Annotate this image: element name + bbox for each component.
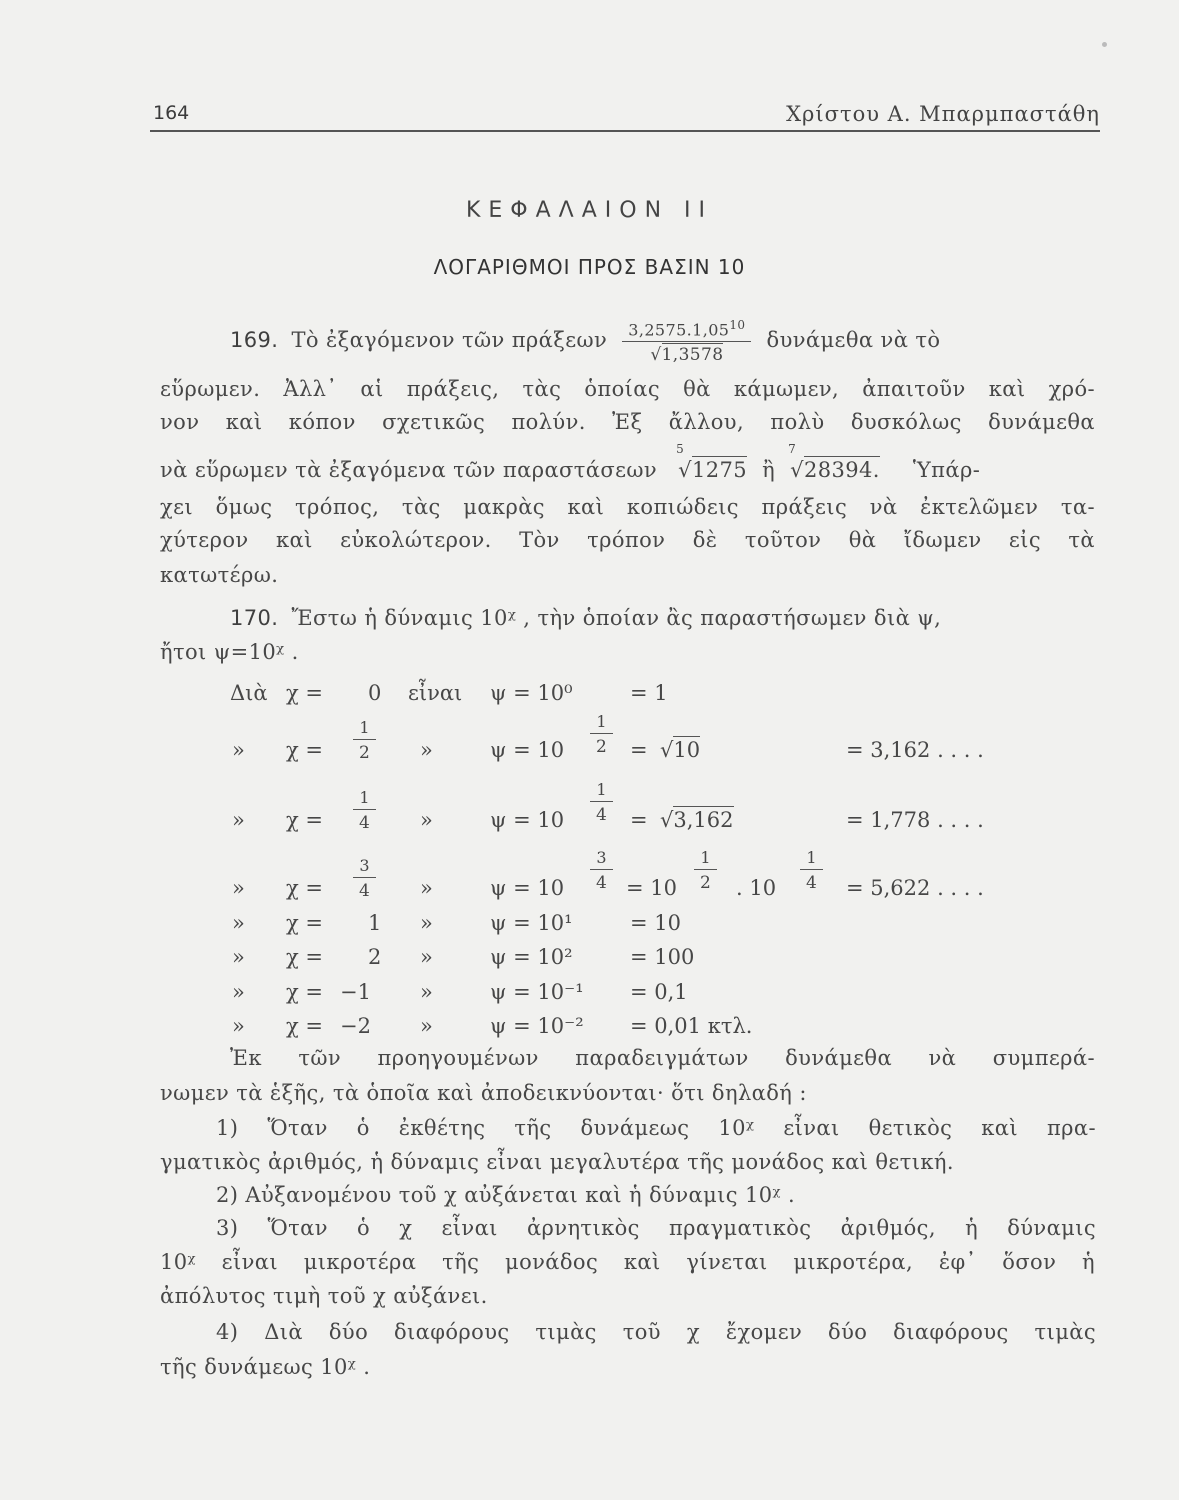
radical-28394: 7 √28394.	[788, 442, 880, 482]
row-result: = 10	[630, 911, 681, 935]
row-dot: . 10	[736, 876, 777, 900]
row-exponent-3: $\frac{1}{4}$	[800, 848, 823, 893]
row-lead: »	[232, 738, 245, 762]
row-chi: χ =	[286, 876, 323, 900]
row-value: −2	[340, 1014, 371, 1038]
row-mid: »	[420, 945, 433, 969]
row-lead: »	[232, 808, 245, 832]
para-169-line-6: χύτερον καὶ εὐκολώτερον. Τὸν τρόπον δὲ τοῦτον θὰ ἴδωμεν εἰς τὰ	[160, 528, 1095, 552]
para-169-line-2: εὕρωμεν. Ἀλλ᾽ αἱ πράξεις, τὰς ὁποίας θὰ κάμωμεν, ἀπαιτοῦν καὶ χρό-	[160, 377, 1095, 401]
row-chi: χ =	[286, 681, 323, 705]
row-psi: ψ = 10⁻²	[490, 1014, 584, 1038]
section-number: 170.	[230, 606, 279, 630]
row-radical: √3,162	[660, 808, 734, 832]
row-value: 1	[368, 911, 382, 935]
row-result: = 1,778 . . . .	[846, 808, 984, 832]
row-eq: = 10	[626, 876, 677, 900]
fraction-numerator: 3,2575.1,05$^{10}$	[628, 318, 746, 340]
point-2: 2) Αὐξανομένου τοῦ χ αὐξάνεται καὶ ἡ δύναμις 10ᵡ .	[216, 1183, 796, 1207]
row-psi: ψ = 10	[490, 808, 565, 832]
row-psi: ψ = 10²	[490, 945, 573, 969]
row-chi: χ =	[286, 1014, 323, 1038]
point-1-line-1: 1) Ὅταν ὁ ἐκθέτης τῆς δυνάμεως 10ᵡ εἶναι θετικὸς καὶ πρα-	[216, 1116, 1096, 1140]
row-lead: »	[232, 945, 245, 969]
row-value: 2	[368, 945, 382, 969]
chapter-subtitle: ΛΟΓΑΡΙΘΜΟΙ ΠΡΟΣ ΒΑΣΙΝ 10	[433, 255, 746, 279]
row-mid: »	[420, 808, 433, 832]
row-psi: ψ = 10	[490, 876, 565, 900]
row-result: = 0,1	[630, 980, 688, 1004]
para-170-line-2: ἤτοι ψ=10ᵡ .	[160, 640, 299, 664]
row-exponent: $\frac{3}{4}$	[590, 848, 613, 893]
row-fraction: $\frac{3}{4}$	[353, 856, 376, 901]
page-number: 164	[153, 102, 190, 124]
row-result: = 100	[630, 945, 695, 969]
point-4-line-1: 4) Διὰ δύο διαφόρους τιμὰς τοῦ χ ἔχομεν δύο διαφόρους τιμὰς	[216, 1320, 1096, 1344]
row-eq: =	[630, 738, 648, 762]
row-lead: »	[232, 876, 245, 900]
row-lead: Διὰ	[230, 681, 268, 705]
row-chi: χ =	[286, 980, 323, 1004]
para-text: δυνάμεθα νὰ τὸ	[766, 328, 941, 353]
para-170-line-1: 170. Ἔστω ἡ δύναμις 10ᵡ , τὴν ὁποίαν ἂς παραστήσωμεν διὰ ψ,	[230, 606, 942, 630]
row-mid: »	[420, 1014, 433, 1038]
running-head: Χρίστου Α. Μπαρμπαστάθη	[786, 102, 1100, 126]
para-169-line-4: νὰ εὕρωμεν τὰ ἐξαγόμενα τῶν παραστάσεων 5 √1275 ἢ 7 √28394. Ὑπάρ-	[160, 442, 981, 482]
fraction	[622, 318, 751, 365]
row-psi: ψ = 10⁰	[490, 681, 573, 705]
section-number: 169.	[230, 328, 279, 353]
row-value: −1	[340, 980, 371, 1004]
para-169-line-1	[230, 318, 940, 365]
row-fraction: $\frac{1}{2}$	[353, 718, 376, 763]
row-chi: χ =	[286, 738, 323, 762]
para-text: Τὸ ἐξαγόμενον τῶν πράξεων	[291, 328, 608, 353]
conclusion-intro-2: νωμεν τὰ ἑξῆς, τὰ ὁποῖα καὶ ἀποδεικνύονται· ὅτι δηλαδή :	[160, 1081, 807, 1105]
row-chi: χ =	[286, 808, 323, 832]
point-3-line-1: 3) Ὅταν ὁ χ εἶναι ἀρνητικὸς πραγματικὸς ἀριθμός, ἡ δύναμις	[216, 1216, 1096, 1240]
row-eq: =	[630, 808, 648, 832]
para-169-line-5: χει ὅμως τρόπος, τὰς μακρὰς καὶ κοπιώδεις πράξεις νὰ ἐκτελῶμεν τα-	[160, 495, 1095, 519]
row-lead: »	[232, 1014, 245, 1038]
row-radical: √10	[660, 738, 701, 762]
row-exponent: $\frac{1}{2}$	[590, 712, 613, 757]
radical-1275: 5 √1275	[676, 442, 747, 482]
row-exponent: $\frac{1}{4}$	[590, 780, 613, 825]
header-rule	[150, 130, 1100, 132]
row-chi: χ =	[286, 911, 323, 935]
point-4-line-2: τῆς δυνάμεως 10ᵡ .	[160, 1355, 371, 1379]
row-mid: εἶναι	[408, 681, 463, 705]
row-mid: »	[420, 876, 433, 900]
row-lead: »	[232, 980, 245, 1004]
para-169-line-3: νον καὶ κόπον σχετικῶς πολύν. Ἐξ ἄλλου, πολὺ δυσκόλως δυνάμεθα	[160, 410, 1095, 434]
row-psi: ψ = 10⁻¹	[490, 980, 584, 1004]
point-1-line-2: γματικὸς ἀριθμός, ἡ δύναμις εἶναι μεγαλυτέρα τῆς μονάδος καὶ θετική.	[160, 1150, 954, 1174]
row-chi: χ =	[286, 945, 323, 969]
scan-speck	[1102, 42, 1107, 47]
row-psi: ψ = 10	[490, 738, 565, 762]
fraction-denominator: √1,3578	[622, 341, 751, 365]
row-result: = 0,01 κτλ.	[630, 1014, 753, 1038]
chapter-title: ΚΕΦΑΛΑΙΟΝ ΙΙ	[465, 198, 714, 223]
row-psi: ψ = 10¹	[490, 911, 573, 935]
point-3-line-3: ἀπόλυτος τιμὴ τοῦ χ αὐξάνει.	[160, 1284, 488, 1308]
row-result: = 1	[630, 681, 668, 705]
row-value: 0	[368, 681, 382, 705]
para-169-line-7: κατωτέρω.	[160, 563, 279, 587]
row-mid: »	[420, 738, 433, 762]
row-mid: »	[420, 911, 433, 935]
row-lead: »	[232, 911, 245, 935]
row-result: = 5,622 . . . .	[846, 876, 984, 900]
point-3-line-2: 10ᵡ εἶναι μικροτέρα τῆς μονάδος καὶ γίνεται μικροτέρα, ἐφ᾽ ὅσον ἡ	[160, 1250, 1095, 1274]
page-header	[150, 100, 1100, 132]
conclusion-intro-1: Ἐκ τῶν προηγουμένων παραδειγμάτων δυνάμεθα νὰ συμπερά-	[230, 1046, 1095, 1070]
row-exponent-2: $\frac{1}{2}$	[694, 848, 717, 893]
row-result: = 3,162 . . . .	[846, 738, 984, 762]
row-fraction: $\frac{1}{4}$	[353, 788, 376, 833]
row-mid: »	[420, 980, 433, 1004]
